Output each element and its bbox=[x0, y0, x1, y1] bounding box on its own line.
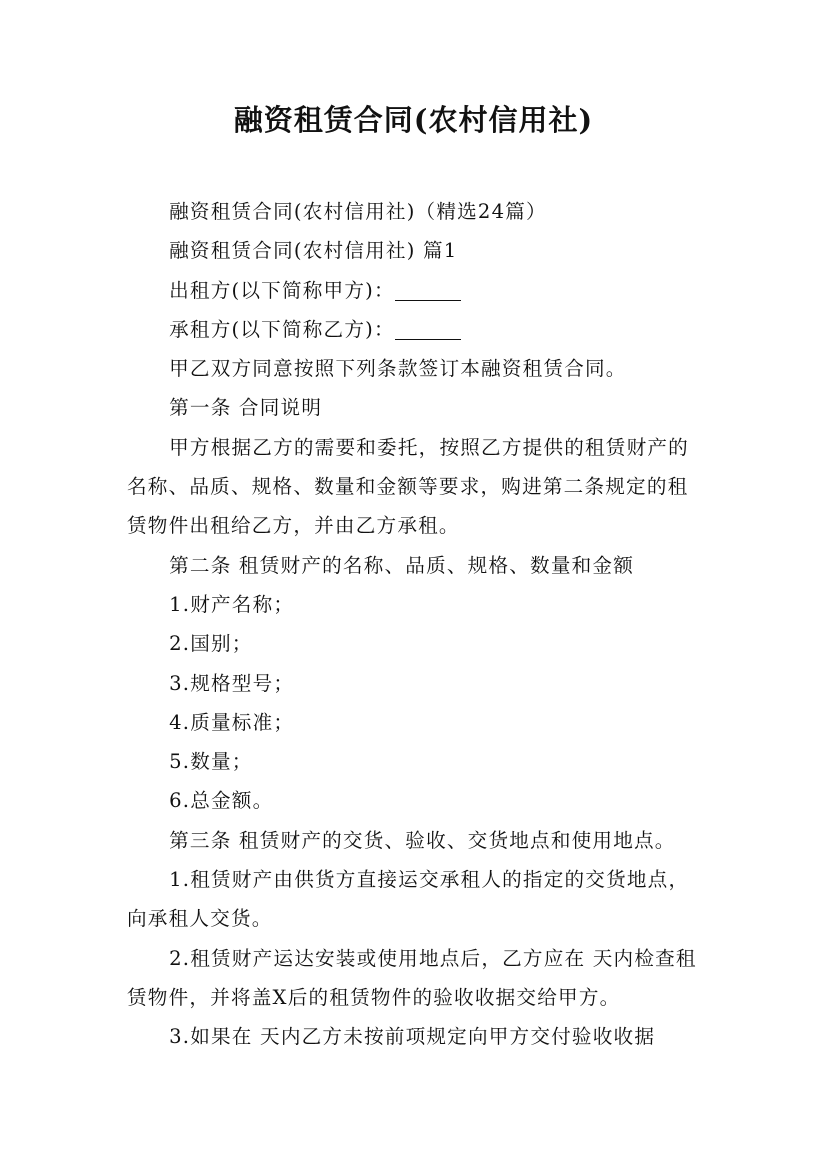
agreement-line: 甲乙双方同意按照下列条款签订本融资租赁合同。 bbox=[169, 357, 627, 381]
lessor-line bbox=[127, 271, 707, 310]
clause-1-text: 甲方根据乙方的需要和委托，按照乙方提供的租赁财产的名称、品质、规格、数量和金额等要求，购进第二条规定的租赁物件出租给乙方，并由乙方承租。 bbox=[127, 435, 689, 538]
lessor-label: 出租方(以下简称甲方)： bbox=[169, 278, 395, 302]
lessee-label: 承租方(以下简称乙方)： bbox=[169, 317, 395, 341]
lessor-blank bbox=[395, 280, 461, 301]
clause-3-heading: 第三条 租赁财产的交货、验收、交货地点和使用地点。 bbox=[169, 828, 676, 852]
lessee-line bbox=[127, 310, 707, 349]
document-title: 融资租赁合同(农村信用社) bbox=[233, 103, 594, 137]
summary-heading: 融资租赁合同(农村信用社)（精选24篇） bbox=[169, 200, 547, 223]
clause-2-item: 2.国别； bbox=[169, 632, 253, 656]
clause-3-item: 2.租赁财产运达安装或使用地点后，乙方应在 天内检查租赁物件，并将盖X后的租赁物件的验收收据交给甲方。 bbox=[127, 946, 697, 1009]
clause-2-heading: 第二条 租赁财产的名称、品质、规格、数量和金额 bbox=[169, 553, 635, 577]
clause-3-item: 3.如果在 天内乙方未按前项规定向甲方交付验收收据 bbox=[169, 1025, 656, 1049]
clause-2-item: 1.财产名称； bbox=[169, 592, 295, 616]
clause-3-item: 1.租赁财产由供货方直接运交承租人的指定的交货地点，向承租人交货。 bbox=[127, 868, 690, 931]
clause-2-item: 6.总金额。 bbox=[169, 789, 274, 813]
document-body bbox=[127, 192, 707, 1057]
article-heading: 融资租赁合同(农村信用社) 篇1 bbox=[169, 239, 458, 263]
clause-2-item: 4.质量标准； bbox=[169, 710, 295, 734]
lessee-blank bbox=[395, 319, 461, 340]
clause-2-item: 5.数量； bbox=[169, 750, 253, 774]
clause-1-heading: 第一条 合同说明 bbox=[169, 396, 323, 420]
clause-2-item: 3.规格型号； bbox=[169, 671, 295, 695]
